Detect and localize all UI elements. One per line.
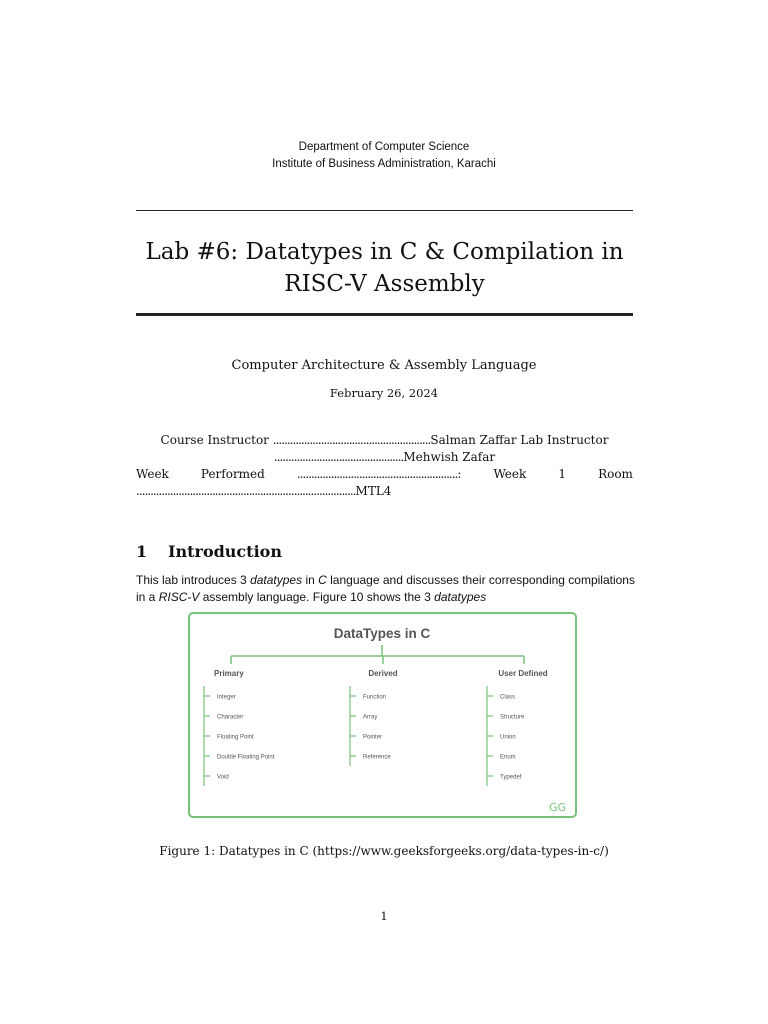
text-run: assembly language. Figure 10 shows the 3 (199, 590, 435, 604)
text-run-italic: C (318, 573, 327, 587)
item-pointer: Pointer (363, 734, 383, 741)
title-bottom-rule (136, 313, 633, 316)
leader-dots: .............................................. (273, 450, 404, 464)
room-value: MTL4 (355, 484, 392, 498)
section-title: Introduction (168, 542, 282, 561)
item-enum: Enum (500, 754, 516, 761)
section-heading (136, 542, 282, 561)
category-derived: Derived (368, 669, 398, 678)
intro-paragraph (136, 572, 636, 606)
item-reference: Reference (363, 754, 391, 761)
week-label: Week (136, 467, 169, 481)
text-run-italic: datatypes (250, 573, 303, 587)
department-name: Department of Computer Science (298, 141, 470, 153)
meta-row-week (136, 466, 633, 483)
text-run-italic: RISC-V (158, 590, 200, 604)
item-floating-point: Floating Point (217, 734, 254, 741)
leader-dots: ......................................................... (296, 467, 458, 481)
text-run: language and discusses their corresponding compilations (326, 573, 635, 587)
week-word: Week (493, 467, 527, 481)
meta-row-room (136, 483, 633, 500)
text-run: in a (136, 590, 159, 604)
gfg-logo-icon: GG (548, 801, 566, 814)
item-double-floating-point: Double Floating Point (217, 754, 275, 761)
institution-header (0, 139, 768, 173)
institute-name: Institute of Business Administration, Karachi (272, 158, 496, 170)
category-user-defined: User Defined (498, 669, 548, 678)
item-class: Class (500, 694, 516, 701)
figure-caption: Figure 1: Datatypes in C (https://www.geeksforgeeks.org/data-types-in-c/) (159, 844, 609, 858)
page-number: 1 (380, 910, 388, 923)
document-title (136, 236, 633, 300)
item-typedef: Typedef (500, 774, 522, 781)
meta-row-instructors (136, 432, 633, 449)
lab-instructor-label: Lab Instructor (520, 433, 609, 447)
item-array: Array (363, 714, 378, 721)
item-structure: Structure (500, 714, 525, 721)
room-label: Room (598, 467, 633, 481)
category-primary: Primary (214, 669, 244, 678)
section-number: 1 (136, 542, 148, 561)
item-union: Union (500, 734, 516, 741)
text-run-italic: datatypes (434, 590, 487, 604)
item-character: Character (217, 714, 244, 721)
course-name: Computer Architecture & Assembly Language (231, 358, 537, 373)
item-integer: Integer (217, 694, 236, 701)
course-instructor-label: Course Instructor (160, 433, 269, 447)
title-line-1: Lab #6: Datatypes in C & Compilation in (145, 239, 624, 265)
course-instructor-name: Salman Zaffar (430, 433, 517, 447)
title-top-rule (136, 210, 633, 211)
title-line-2: RISC-V Assembly (284, 271, 485, 297)
text-run: in (302, 573, 319, 587)
performed-label: Performed (200, 467, 265, 481)
lab-instructor-name: Mehwish Zafar (403, 450, 496, 464)
leader-dots: .............................................................................. (136, 484, 356, 498)
item-function: Function (363, 694, 387, 701)
week-performed-value: .........................................................: (296, 467, 462, 481)
datatypes-figure (188, 612, 577, 818)
text-run: This lab introduces 3 (136, 573, 251, 587)
datatypes-diagram (190, 614, 575, 816)
document-date: February 26, 2024 (329, 386, 439, 400)
leader-dots: ........................................................ (272, 433, 431, 447)
meta-row-lab-instructor (136, 449, 633, 466)
item-void: Void (217, 774, 229, 781)
week-number: 1 (558, 467, 566, 481)
figure-title: DataTypes in C (333, 626, 431, 641)
